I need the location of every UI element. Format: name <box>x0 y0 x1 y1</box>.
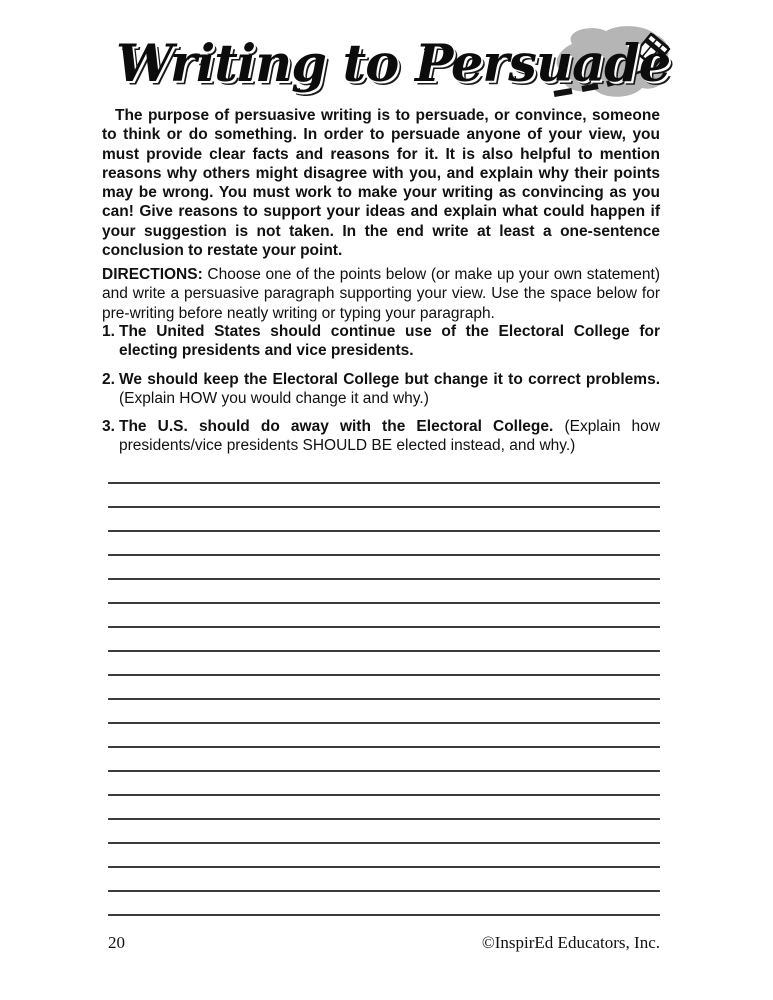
writing-line <box>108 772 660 796</box>
directions-label: DIRECTIONS: <box>102 266 203 283</box>
item-regular-text: (Explain how presidents/vice presidents SHOULD BE elected instead, and why.) <box>119 418 660 455</box>
directions-paragraph <box>102 265 660 323</box>
intro-paragraph: The purpose of persuasive writing is to persuade, or convince, someone to think or do something. In order to persuade anyone of your view, you must provide clear facts and reasons for it. It is also helpful to mention reasons why others might disagree with you, and explain why their points may be wrong. You must work to make your writing as convincing as you can! Give reasons to support your ideas and explain what could happen if your suggestion is not taken. In the end write at least a one-sentence conclusion to restate your point. <box>102 107 660 260</box>
copyright: ©InspirEd Educators, Inc. <box>481 933 660 952</box>
prompt-item-3 <box>102 417 660 456</box>
writing-line <box>108 532 660 556</box>
writing-line <box>108 580 660 604</box>
writing-line <box>108 868 660 892</box>
item-number: 2. <box>102 371 115 388</box>
title-block <box>102 24 671 110</box>
writing-line <box>108 484 660 508</box>
writing-line <box>108 724 660 748</box>
writing-line <box>108 556 660 580</box>
directions-text: Choose one of the points below (or make up your own statement) and write a persuasive paragraph supporting your view. Use the space below for pre-writing before neatly writing or typing your paragraph. <box>102 266 661 322</box>
item-number: 1. <box>102 323 115 340</box>
item-number: 3. <box>102 418 115 435</box>
writing-line <box>108 700 660 724</box>
item-bold-text: The U.S. should do away with the Electoral College. <box>119 418 554 435</box>
writing-line <box>108 892 660 916</box>
page-number: 20 <box>108 933 125 952</box>
item-bold-text: The United States should continue use of the Electoral College for electing presidents and vice presidents. <box>119 323 660 360</box>
writing-line <box>108 796 660 820</box>
writing-lines <box>108 460 660 916</box>
writing-line <box>108 604 660 628</box>
writing-line <box>108 676 660 700</box>
writing-line <box>108 652 660 676</box>
item-bold-text: We should keep the Electoral College but change it to correct problems. <box>119 371 660 388</box>
page-footer <box>108 933 660 953</box>
prompt-item-2 <box>102 370 660 409</box>
writing-line <box>108 460 660 484</box>
writing-line <box>108 748 660 772</box>
writing-line <box>108 508 660 532</box>
item-regular-text: (Explain HOW you would change it and why.) <box>119 390 429 408</box>
page-title: Writing to Persuade <box>116 34 671 94</box>
writing-line <box>108 820 660 844</box>
writing-line <box>108 628 660 652</box>
writing-line <box>108 844 660 868</box>
prompt-item-1 <box>102 322 660 361</box>
